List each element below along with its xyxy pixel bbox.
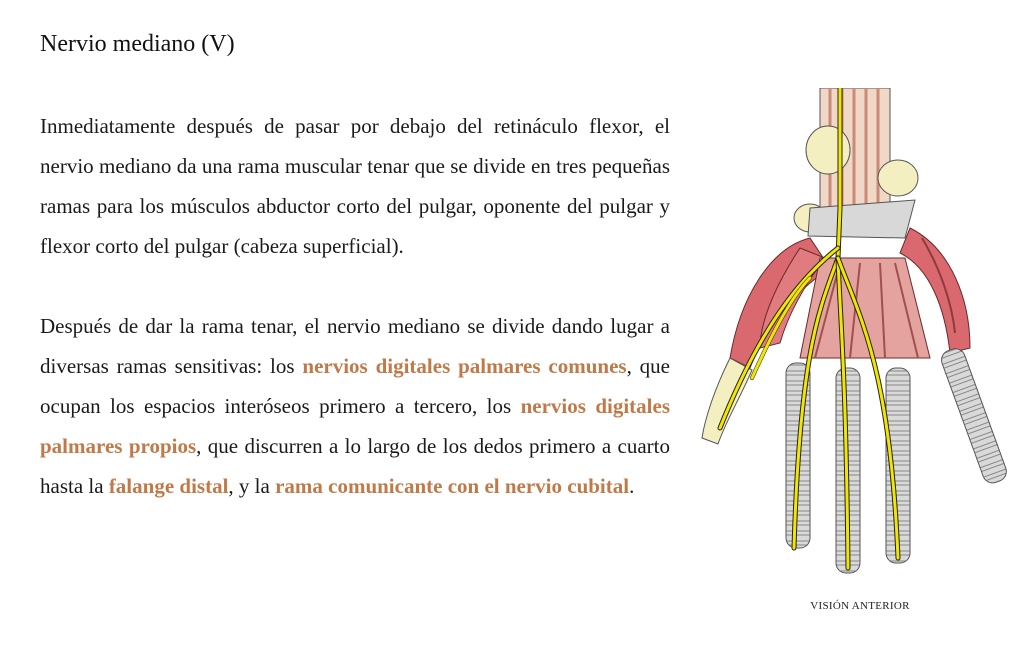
text-segment: , y la (228, 474, 276, 498)
link-distal-phalanx[interactable]: falange distal (108, 474, 229, 498)
text-segment: . (629, 474, 635, 498)
text-segment: Después de dar la rama tenar, el nervio mediano se divide dando lugar a diversas ramas sensitivas: los (40, 314, 670, 378)
median-nerve-hand-figure (690, 88, 1024, 588)
paragraph-sensory-branches (40, 306, 670, 506)
text-segment: , que ocupan los espacios interóseos primero a tercero, los (40, 354, 670, 418)
article-body (40, 106, 670, 506)
link-common-palmar-digital-nerves[interactable]: nervios digitales palmares comunes (302, 354, 627, 378)
hand-anatomy-illustration (690, 88, 1024, 628)
figure-caption: VISIÓN ANTERIOR (810, 600, 910, 612)
page-title: Nervio mediano (V) (40, 31, 235, 57)
link-communicating-branch-ulnar[interactable]: rama comunicante con el nervio cubital (275, 474, 630, 498)
paragraph-thenar-branch: Inmediatamente después de pasar por debajo del retináculo flexor, el nervio mediano da una rama muscular tenar que se divide en tres pequeñas ramas para los músculos abductor corto del pulgar, oponente del pulgar y flexor corto del pulgar (cabeza superficial). (40, 114, 670, 258)
link-proper-palmar-digital-nerves[interactable]: nervios digitales palmares propios (40, 394, 671, 458)
text-segment: , que discurren a lo largo de los dedos primero a cuarto hasta la (40, 434, 671, 498)
